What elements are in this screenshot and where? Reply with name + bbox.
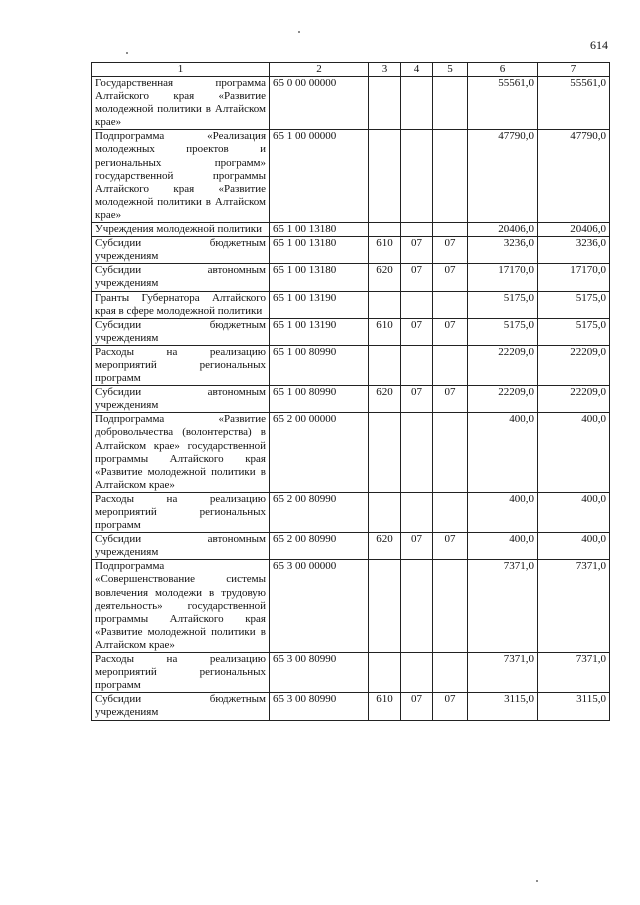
scan-artifact <box>298 31 300 33</box>
row-col4-cell: 07 <box>401 533 433 560</box>
row-col3-cell <box>369 345 401 385</box>
budget-table <box>91 62 610 721</box>
table-row <box>92 237 610 264</box>
row-col7-cell: 5175,0 <box>538 318 610 345</box>
row-col6-cell: 3115,0 <box>468 693 538 720</box>
row-col7-cell: 7371,0 <box>538 653 610 693</box>
table-row <box>92 291 610 318</box>
row-name-cell: Гранты Губернатора Алтайского края в сфере молодежной политики <box>92 291 270 318</box>
row-col6-cell: 7371,0 <box>468 653 538 693</box>
table-row <box>92 345 610 385</box>
row-col3-cell: 620 <box>369 533 401 560</box>
row-code-cell: 65 2 00 80990 <box>270 533 369 560</box>
row-code-cell: 65 1 00 13180 <box>270 264 369 291</box>
row-name-cell: Подпрограмма «Развитие добровольчества (волонтерства) в Алтайском крае» государственной программы Алтайского края «Развитие молодежной политики в Алтайском крае» <box>92 413 270 493</box>
row-code-cell: 65 3 00 80990 <box>270 653 369 693</box>
row-col7-cell: 22209,0 <box>538 386 610 413</box>
row-col5-cell <box>433 223 468 237</box>
row-name-cell: Субсидии бюджетным учреждениям <box>92 237 270 264</box>
row-name-cell: Субсидии бюджетным учреждениям <box>92 693 270 720</box>
table-row <box>92 318 610 345</box>
row-col3-cell <box>369 492 401 532</box>
row-col4-cell <box>401 77 433 130</box>
row-col5-cell <box>433 77 468 130</box>
table-row <box>92 653 610 693</box>
row-col7-cell: 20406,0 <box>538 223 610 237</box>
row-code-cell: 65 1 00 00000 <box>270 130 369 223</box>
row-col4-cell <box>401 130 433 223</box>
row-code-cell: 65 2 00 80990 <box>270 492 369 532</box>
row-col7-cell: 47790,0 <box>538 130 610 223</box>
row-name-cell: Субсидии бюджетным учреждениям <box>92 318 270 345</box>
column-header-4: 4 <box>401 63 433 77</box>
row-col3-cell <box>369 653 401 693</box>
row-col6-cell: 22209,0 <box>468 386 538 413</box>
row-code-cell: 65 0 00 00000 <box>270 77 369 130</box>
row-col4-cell <box>401 291 433 318</box>
row-col6-cell: 400,0 <box>468 492 538 532</box>
row-col7-cell: 400,0 <box>538 413 610 493</box>
scan-artifact <box>536 880 538 882</box>
column-header-5: 5 <box>433 63 468 77</box>
row-col5-cell <box>433 345 468 385</box>
row-code-cell: 65 1 00 13190 <box>270 318 369 345</box>
row-col7-cell: 5175,0 <box>538 291 610 318</box>
row-name-cell: Субсидии автономным учреждениям <box>92 386 270 413</box>
row-col4-cell <box>401 560 433 653</box>
row-name-cell: Субсидии автономным учреждениям <box>92 533 270 560</box>
row-col4-cell <box>401 413 433 493</box>
row-col5-cell <box>433 560 468 653</box>
row-col5-cell <box>433 492 468 532</box>
row-col4-cell: 07 <box>401 318 433 345</box>
column-header-3: 3 <box>369 63 401 77</box>
table-row <box>92 560 610 653</box>
table-row <box>92 386 610 413</box>
row-col4-cell: 07 <box>401 264 433 291</box>
table-row <box>92 492 610 532</box>
scan-artifact <box>126 52 128 54</box>
row-col3-cell <box>369 130 401 223</box>
row-col5-cell <box>433 130 468 223</box>
row-col6-cell: 55561,0 <box>468 77 538 130</box>
row-name-cell: Подпрограмма «Реализация молодежных проектов и региональных программ» государственной программы Алтайского края «Развитие молодежной политики в Алтайском крае» <box>92 130 270 223</box>
row-col4-cell <box>401 653 433 693</box>
row-col3-cell <box>369 413 401 493</box>
row-name-cell: Расходы на реализацию мероприятий региональных программ <box>92 653 270 693</box>
row-col6-cell: 5175,0 <box>468 291 538 318</box>
row-col5-cell: 07 <box>433 237 468 264</box>
row-col6-cell: 47790,0 <box>468 130 538 223</box>
table-row <box>92 77 610 130</box>
row-col7-cell: 400,0 <box>538 533 610 560</box>
row-col5-cell <box>433 653 468 693</box>
row-col5-cell: 07 <box>433 533 468 560</box>
table-row <box>92 693 610 720</box>
row-code-cell: 65 1 00 13180 <box>270 237 369 264</box>
row-name-cell: Подпрограмма «Совершенствование системы вовлечения молодежи в трудовую деятельность» государственной программы Алтайского края «Развитие молодежной политики в Алтайском крае» <box>92 560 270 653</box>
row-col7-cell: 22209,0 <box>538 345 610 385</box>
row-code-cell: 65 1 00 80990 <box>270 386 369 413</box>
row-col7-cell: 17170,0 <box>538 264 610 291</box>
row-col7-cell: 55561,0 <box>538 77 610 130</box>
row-col4-cell: 07 <box>401 386 433 413</box>
row-col3-cell: 620 <box>369 386 401 413</box>
row-col7-cell: 400,0 <box>538 492 610 532</box>
column-header-1: 1 <box>92 63 270 77</box>
row-col7-cell: 3115,0 <box>538 693 610 720</box>
row-col6-cell: 17170,0 <box>468 264 538 291</box>
row-col7-cell: 3236,0 <box>538 237 610 264</box>
row-name-cell: Субсидии автономным учреждениям <box>92 264 270 291</box>
row-col3-cell <box>369 291 401 318</box>
table-row <box>92 413 610 493</box>
row-name-cell: Государственная программа Алтайского края «Развитие молодежной политики в Алтайском крае» <box>92 77 270 130</box>
row-col3-cell: 620 <box>369 264 401 291</box>
row-name-cell: Расходы на реализацию мероприятий региональных программ <box>92 492 270 532</box>
row-col6-cell: 20406,0 <box>468 223 538 237</box>
table-row <box>92 264 610 291</box>
column-header-2: 2 <box>270 63 369 77</box>
row-col3-cell <box>369 223 401 237</box>
column-header-6: 6 <box>468 63 538 77</box>
row-code-cell: 65 1 00 13180 <box>270 223 369 237</box>
row-col7-cell: 7371,0 <box>538 560 610 653</box>
row-name-cell: Расходы на реализацию мероприятий региональных программ <box>92 345 270 385</box>
table-header-row <box>92 63 610 77</box>
table-row <box>92 130 610 223</box>
row-col4-cell <box>401 223 433 237</box>
row-col4-cell: 07 <box>401 237 433 264</box>
row-col6-cell: 3236,0 <box>468 237 538 264</box>
row-col6-cell: 22209,0 <box>468 345 538 385</box>
table-row <box>92 533 610 560</box>
row-code-cell: 65 1 00 80990 <box>270 345 369 385</box>
row-code-cell: 65 3 00 00000 <box>270 560 369 653</box>
row-name-cell: Учреждения молодежной политики <box>92 223 270 237</box>
row-col3-cell <box>369 77 401 130</box>
row-col4-cell <box>401 492 433 532</box>
table-body <box>92 77 610 721</box>
row-col3-cell: 610 <box>369 693 401 720</box>
row-code-cell: 65 1 00 13190 <box>270 291 369 318</box>
row-col3-cell <box>369 560 401 653</box>
row-col5-cell <box>433 413 468 493</box>
table-row <box>92 223 610 237</box>
row-col5-cell <box>433 291 468 318</box>
row-col6-cell: 5175,0 <box>468 318 538 345</box>
row-col4-cell: 07 <box>401 693 433 720</box>
row-col6-cell: 400,0 <box>468 533 538 560</box>
row-code-cell: 65 2 00 00000 <box>270 413 369 493</box>
row-col3-cell: 610 <box>369 318 401 345</box>
row-col5-cell: 07 <box>433 318 468 345</box>
row-col5-cell: 07 <box>433 386 468 413</box>
row-col4-cell <box>401 345 433 385</box>
page-number: 614 <box>590 38 608 52</box>
row-col5-cell: 07 <box>433 264 468 291</box>
column-header-7: 7 <box>538 63 610 77</box>
row-col3-cell: 610 <box>369 237 401 264</box>
row-col6-cell: 400,0 <box>468 413 538 493</box>
row-col6-cell: 7371,0 <box>468 560 538 653</box>
row-col5-cell: 07 <box>433 693 468 720</box>
row-code-cell: 65 3 00 80990 <box>270 693 369 720</box>
